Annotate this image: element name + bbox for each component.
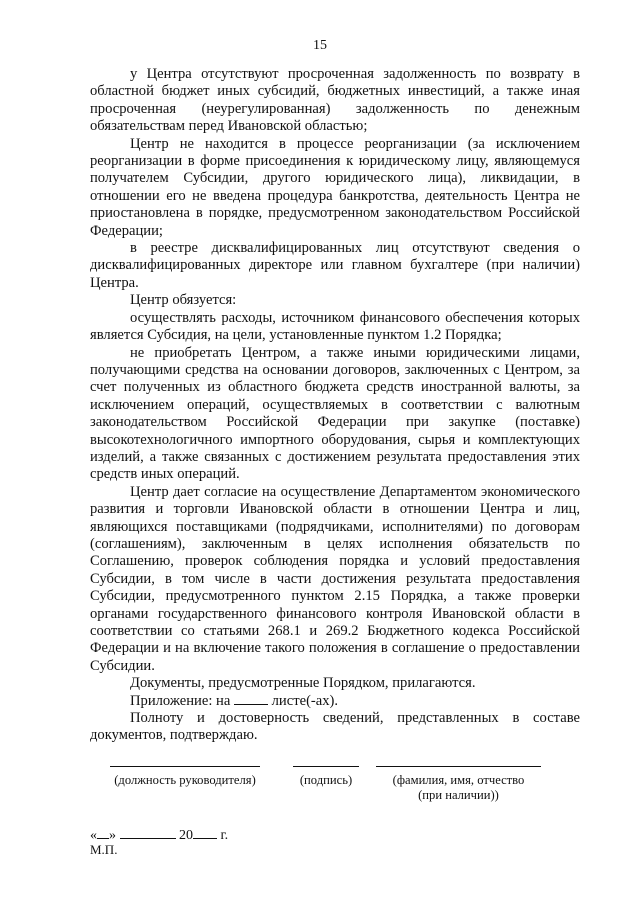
page-number: 15 [313,38,327,53]
year-blank [193,826,217,839]
document-body [90,66,580,745]
position-field [110,766,260,788]
paragraph-confirmation: Полноту и достоверность сведений, представленных в составе документов, подтверждаю. [90,710,580,744]
name-field [376,766,541,803]
paragraph-center-obliges: Центр обязуется: [130,292,237,309]
paragraph-no-reorganization: Центр не находится в процессе реорганизации (за исключением реорганизации в форме присоединения к юридическому лицу, являющемуся получателем Субсидии, другого юридического лица), ликвидации, в отношении его не введена процедура банкротства, деятельность Центра не приостановлена в порядке, предусмотренном законодательством Российской Федерации; [90,135,580,239]
paragraph-disqualified-registry: в реестре дисквалифицированных лиц отсутствуют сведения о дисквалифицированных директоре или главном бухгалтере (при наличии) Центра. [90,240,580,291]
stamp-label: М.П. [90,842,118,857]
paragraph-attachment [90,693,580,710]
name-caption-continued: (при наличии)) [418,788,499,802]
year-prefix: 20 [179,828,193,843]
paragraph-consent-inspections: Центр дает согласие на осуществление Департаментом экономического развития и торговли Ивановской области в отношении Центра и лиц, являющихся поставщиками (подрядчиками, исполнителями) по договорам (соглашениям), заключенным в целях исполнения обязательств по Соглашению, проверок соблюдения порядка и условий предоставления Субсидии, в том числе в части достижения результата предоставления Субсидии, предусмотренного пунктом 2.15 Порядка, а также проверки органами государственного финансового контроля Ивановской области в соответствии со статьями 268.1 и 269.2 Бюджетного кодекса Российской Федерации и на включение такого положения в соглашение о предоставлении Субсидии. [90,483,580,674]
year-suffix: г. [220,828,229,843]
attachment-suffix: листе(-ах). [271,692,339,709]
position-line [110,766,260,767]
attachment-prefix: Приложение: на [130,692,231,709]
signature-caption: (подпись) [299,773,353,787]
signature-field [293,766,359,788]
date-open-quote: « [90,828,97,843]
position-caption: (должность руководителя) [114,773,256,787]
signature-line [293,766,359,767]
paragraph-no-currency-purchase: не приобретать Центром, а также иными юридическими лицами, получающими средства на основании договоров, заключенных с Центром, за счет полученных из областного бюджета средств иностранной валюты, за исключением операций, осуществляемых в соответствии с валютным законодательством Российской Федерации при закупке (поставке) высокотехнологичного импортного оборудования, сырья и комплектующих изделий, а также связанных с достижением результата предоставления этих средств иных операций. [90,344,580,483]
day-blank [97,826,109,839]
name-line [376,766,541,767]
paragraph-documents-attached: Документы, предусмотренные Порядком, прилагаются. [130,675,476,692]
date-close-quote: » [109,828,116,843]
paragraph-expenses: осуществлять расходы, источником финансового обеспечения которых является Субсидия, на цели, установленные пунктом 1.2 Порядка; [90,309,580,344]
name-caption: (фамилия, имя, отчество [392,773,525,787]
attachment-sheets-blank [234,693,268,705]
month-blank [120,826,176,839]
paragraph-no-debt: у Центра отсутствуют просроченная задолженность по возврату в областной бюджет иных субсидий, бюджетных инвестиций, а также иная просроченная (неурегулированная) задолженность по денежным обязательствам перед Ивановской областью; [90,66,580,135]
